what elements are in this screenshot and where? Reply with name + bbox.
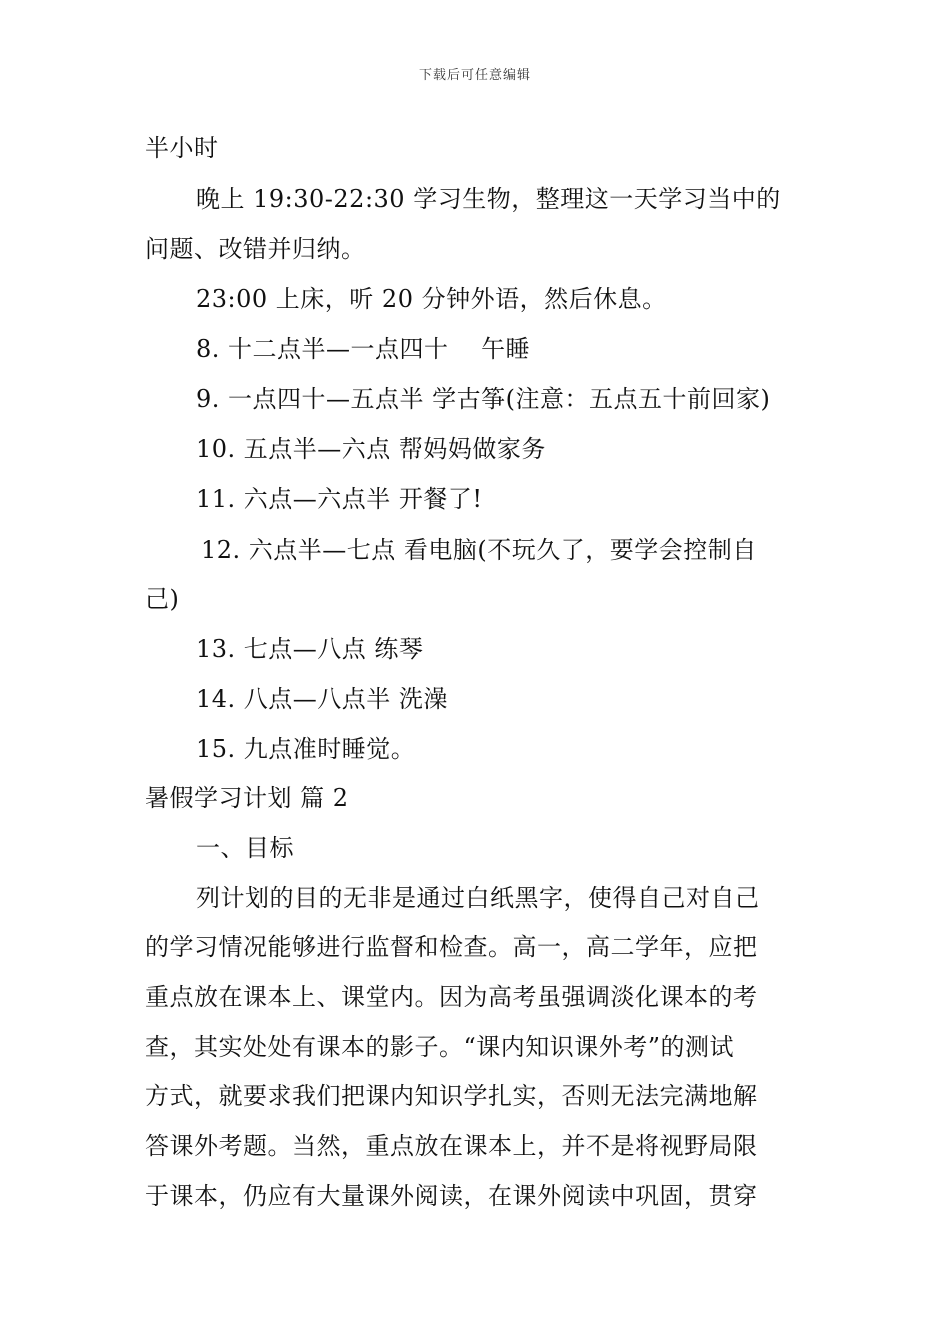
text-line: 列计划的目的无非是通过白纸黑字，使得自己对自己 — [196, 884, 760, 912]
text-line: 15. 九点准时睡觉。 — [196, 735, 416, 763]
text-line: 10. 五点半—六点 帮妈妈做家务 — [196, 435, 546, 463]
text-line: 查，其实处处有课本的影子。“课内知识课外考”的测试 — [145, 1033, 735, 1061]
text-line: 答课外考题。当然，重点放在课本上，并不是将视野局限 — [145, 1132, 758, 1160]
text-line: 问题、改错并归纳。 — [145, 235, 366, 263]
section-heading: 暑假学习计划 篇 2 — [145, 784, 349, 812]
text-line: 重点放在课本上、课堂内。因为高考虽强调淡化课本的考 — [145, 983, 758, 1011]
text-line: 9. 一点四十—五点半 学古筝(注意：五点五十前回家) — [196, 385, 771, 413]
text-line: 8. 十二点半—一点四十 午睡 — [196, 335, 531, 363]
text-line: 晚上 19:30-22:30 学习生物，整理这一天学习当中的 — [196, 185, 781, 213]
text-line: 方式，就要求我们把课内知识学扎实，否则无法完满地解 — [145, 1082, 758, 1110]
text-line: 12. 六点半—七点 看电脑(不玩久了，要学会控制自 — [201, 536, 757, 564]
text-line: 13. 七点—八点 练琴 — [196, 635, 424, 663]
subsection-heading: 一、目标 — [196, 834, 294, 862]
page-header: 下载后可任意编辑 — [418, 68, 531, 83]
text-line: 14. 八点—八点半 洗澡 — [196, 685, 448, 713]
text-line: 半小时 — [145, 134, 219, 162]
text-line: 23:00 上床，听 20 分钟外语，然后休息。 — [196, 285, 667, 313]
text-line: 11. 六点—六点半 开餐了! — [196, 485, 483, 513]
text-line: 的学习情况能够进行监督和检查。高一，高二学年，应把 — [145, 933, 758, 961]
text-line: 己) — [145, 585, 180, 613]
text-line: 于课本，仍应有大量课外阅读，在课外阅读中巩固，贯穿 — [145, 1182, 758, 1210]
